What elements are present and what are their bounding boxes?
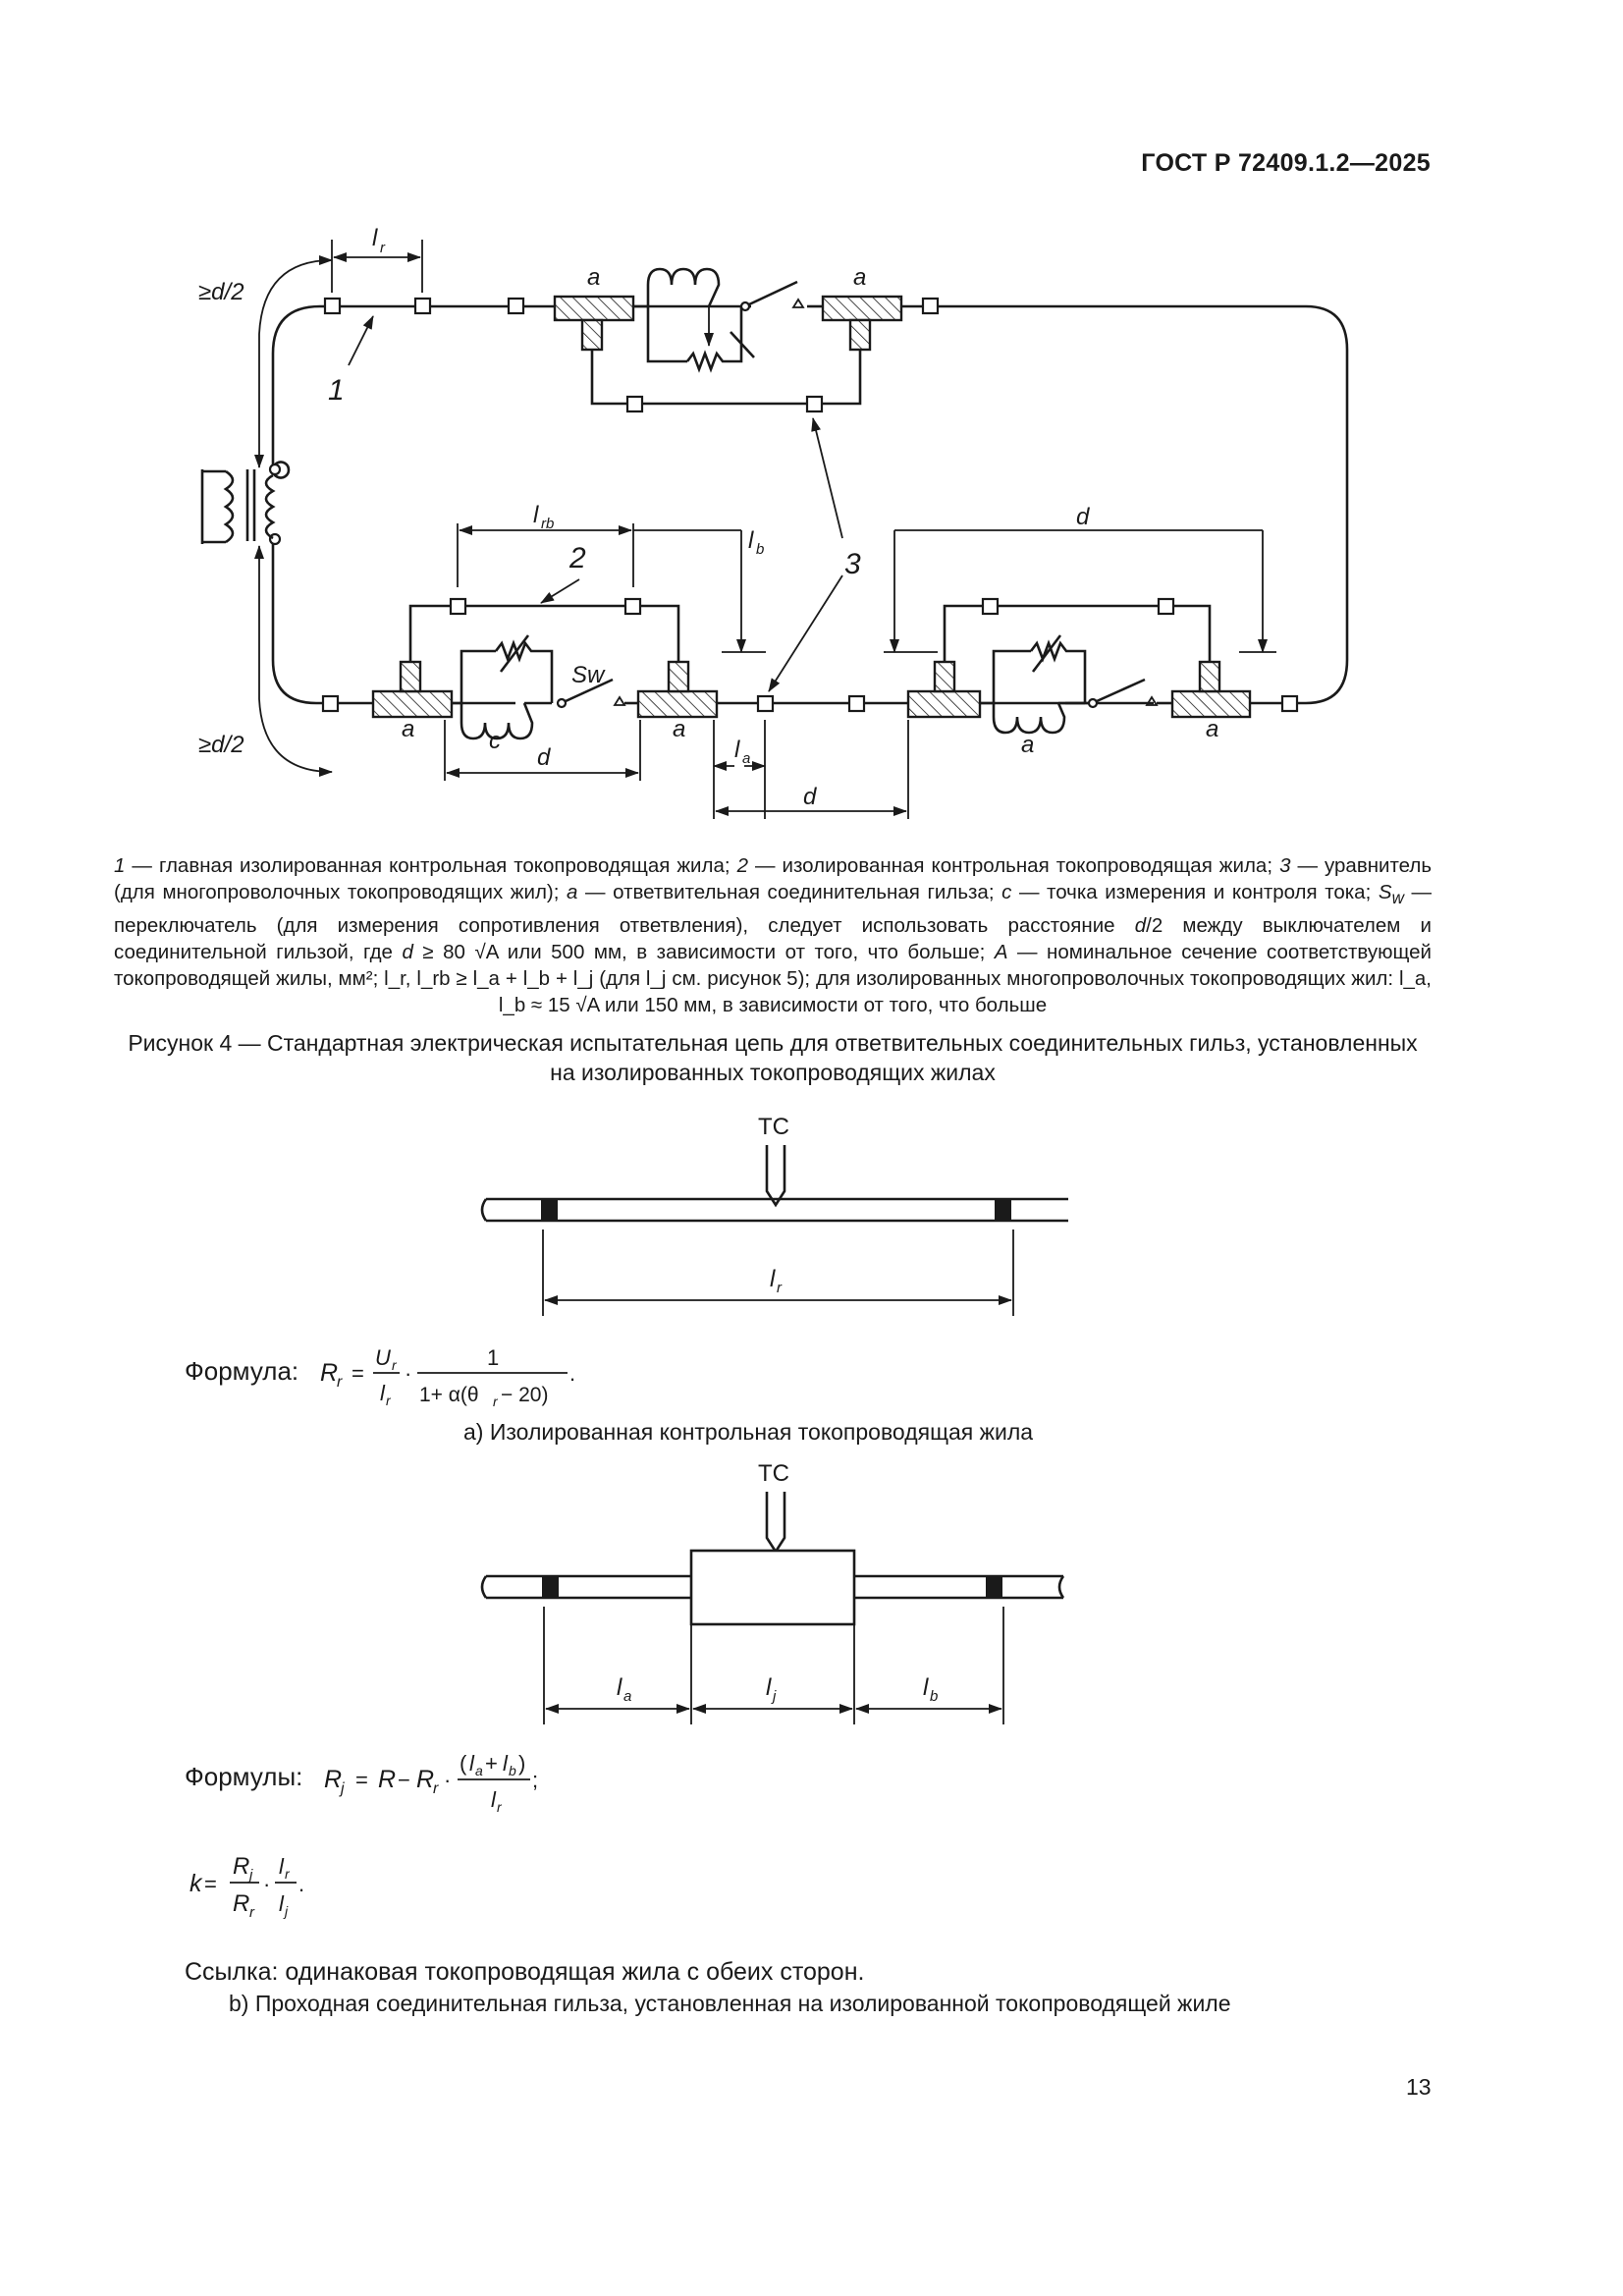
label-sw: Sw	[571, 662, 605, 688]
svg-text:a: a	[475, 1763, 483, 1778]
figure-4-caption: Рисунок 4 — Стандартная электрическая испытательная цепь для ответвительных соединительных гильз, установленных на изолированных токопроводящих жилах	[128, 1030, 1418, 1085]
svg-text:c: c	[489, 728, 501, 754]
svg-text:l: l	[734, 737, 740, 763]
svg-text:d: d	[803, 784, 817, 810]
svg-text:·: ·	[263, 1872, 271, 1896]
svg-text:l: l	[533, 502, 539, 528]
svg-text:;: ;	[532, 1768, 539, 1792]
svg-text:1: 1	[487, 1345, 500, 1370]
figure-4-legend: 1 — главная изолированная контрольная токопроводящая жила; 2 — изолированная контрольная токопроводящая жила; 3 — уравнитель (для многопроволочных токопроводящих жил); a — ответвительная соединительная гильза; c — точка измерения и контроля тока; $S_w$ — переключатель (для измерения сопротивления ответвления), следует использовать расстояние d/2 между выключателем и соединительной гильзой, где d ≥ 80 √A или 500 мм, в зависимости от того, что больше; A — номинальное сечение соответствующей токопроводящей жилы, мм²; l_r, l_rb ≥ l_a + l_b + l_j (для l_j см. рисунок 5); для изолированных многопроволочных токопроводящих жил: l_a, l_b ≈ 15 √A или 150 мм, в зависимости от того, что больше	[114, 854, 1433, 1017]
link-note: Ссылка: одинаковая токопроводящая жила с обеих сторон.	[185, 1958, 865, 1986]
svg-text:r: r	[777, 1280, 782, 1296]
svg-text:l: l	[279, 1854, 284, 1879]
svg-text:R: R	[416, 1766, 435, 1793]
label-half-d-bottom: ≥d/2	[198, 732, 244, 758]
svg-text:r: r	[392, 1357, 397, 1373]
svg-text:l: l	[372, 225, 378, 251]
formula-5b-2	[189, 1853, 304, 1921]
svg-text:·: ·	[405, 1361, 412, 1386]
svg-text:.: .	[298, 1872, 305, 1896]
svg-text:·: ·	[444, 1768, 452, 1792]
svg-text:l: l	[503, 1751, 508, 1776]
svg-text:r: r	[285, 1866, 290, 1882]
svg-text:R: R	[233, 1890, 250, 1917]
svg-text:.: .	[569, 1361, 576, 1386]
svg-text:R: R	[324, 1766, 343, 1793]
svg-text:=: =	[352, 1361, 364, 1386]
svg-text:−: −	[398, 1768, 410, 1792]
svg-text:a: a	[742, 750, 751, 767]
svg-text:a: a	[402, 716, 415, 742]
svg-text:l: l	[491, 1787, 496, 1812]
svg-text:a: a	[1206, 716, 1219, 742]
svg-text:R: R	[378, 1766, 397, 1793]
svg-text:− 20): − 20)	[501, 1384, 549, 1406]
svg-text:a: a	[853, 264, 867, 291]
svg-text:l: l	[766, 1674, 772, 1701]
svg-text:R: R	[233, 1853, 250, 1880]
svg-text:=: =	[355, 1768, 368, 1792]
svg-text:l: l	[380, 1381, 385, 1405]
svg-text:r: r	[249, 1904, 254, 1921]
svg-text:j: j	[341, 1780, 345, 1797]
svg-text:r: r	[493, 1394, 498, 1409]
svg-text:(: (	[460, 1751, 467, 1776]
svg-text:b: b	[509, 1763, 516, 1778]
svg-text:d: d	[537, 744, 551, 771]
svg-text:1+ α(θ: 1+ α(θ	[419, 1384, 479, 1406]
svg-text:l: l	[469, 1751, 474, 1776]
formula-5b-1	[324, 1751, 538, 1815]
svg-text:l: l	[770, 1266, 776, 1292]
svg-text:b: b	[756, 541, 765, 558]
svg-text:r: r	[386, 1393, 391, 1408]
svg-text:a: a	[673, 716, 686, 742]
svg-text:l: l	[748, 527, 754, 554]
tc-label-a: TC	[758, 1114, 789, 1140]
figure-5a-caption: а) Изолированная контрольная токопроводящая жила	[463, 1419, 1034, 1445]
label-3: 3	[844, 548, 861, 580]
figure-5b-caption: b) Проходная соединительная гильза, установленная на изолированной токопроводящей жиле	[229, 1991, 1231, 2016]
svg-text:r: r	[337, 1374, 343, 1391]
label-1: 1	[328, 374, 345, 407]
document-standard-number: ГОСТ Р 72409.1.2—2025	[1141, 149, 1431, 177]
svg-text:U: U	[375, 1345, 391, 1370]
svg-text:rb: rb	[541, 516, 555, 532]
svg-text:r: r	[433, 1780, 439, 1797]
page-number: 13	[1406, 2074, 1432, 2100]
svg-text:l: l	[279, 1891, 284, 1916]
svg-text:): )	[518, 1751, 526, 1776]
svg-text:a: a	[623, 1688, 632, 1705]
svg-text:d: d	[1076, 504, 1090, 530]
svg-text:r: r	[497, 1799, 502, 1815]
formula-label-b: Формулы:	[185, 1762, 303, 1791]
formula-label-a: Формула:	[185, 1356, 299, 1386]
svg-text:k: k	[189, 1870, 202, 1897]
label-2: 2	[569, 542, 586, 574]
svg-text:j: j	[773, 1688, 777, 1705]
label-half-d-top: ≥d/2	[198, 279, 244, 305]
svg-text:j: j	[285, 1903, 289, 1919]
svg-text:l: l	[617, 1674, 622, 1701]
svg-text:b: b	[930, 1688, 939, 1705]
svg-text:=: =	[204, 1872, 217, 1896]
svg-text:l: l	[923, 1674, 929, 1701]
svg-text:+: +	[485, 1751, 498, 1776]
svg-text:j: j	[249, 1867, 253, 1884]
svg-text:a: a	[587, 264, 601, 291]
tc-label-b: TC	[758, 1460, 789, 1487]
svg-text:R: R	[320, 1359, 339, 1387]
svg-text:r: r	[380, 240, 385, 256]
svg-text:a: a	[1021, 732, 1035, 758]
